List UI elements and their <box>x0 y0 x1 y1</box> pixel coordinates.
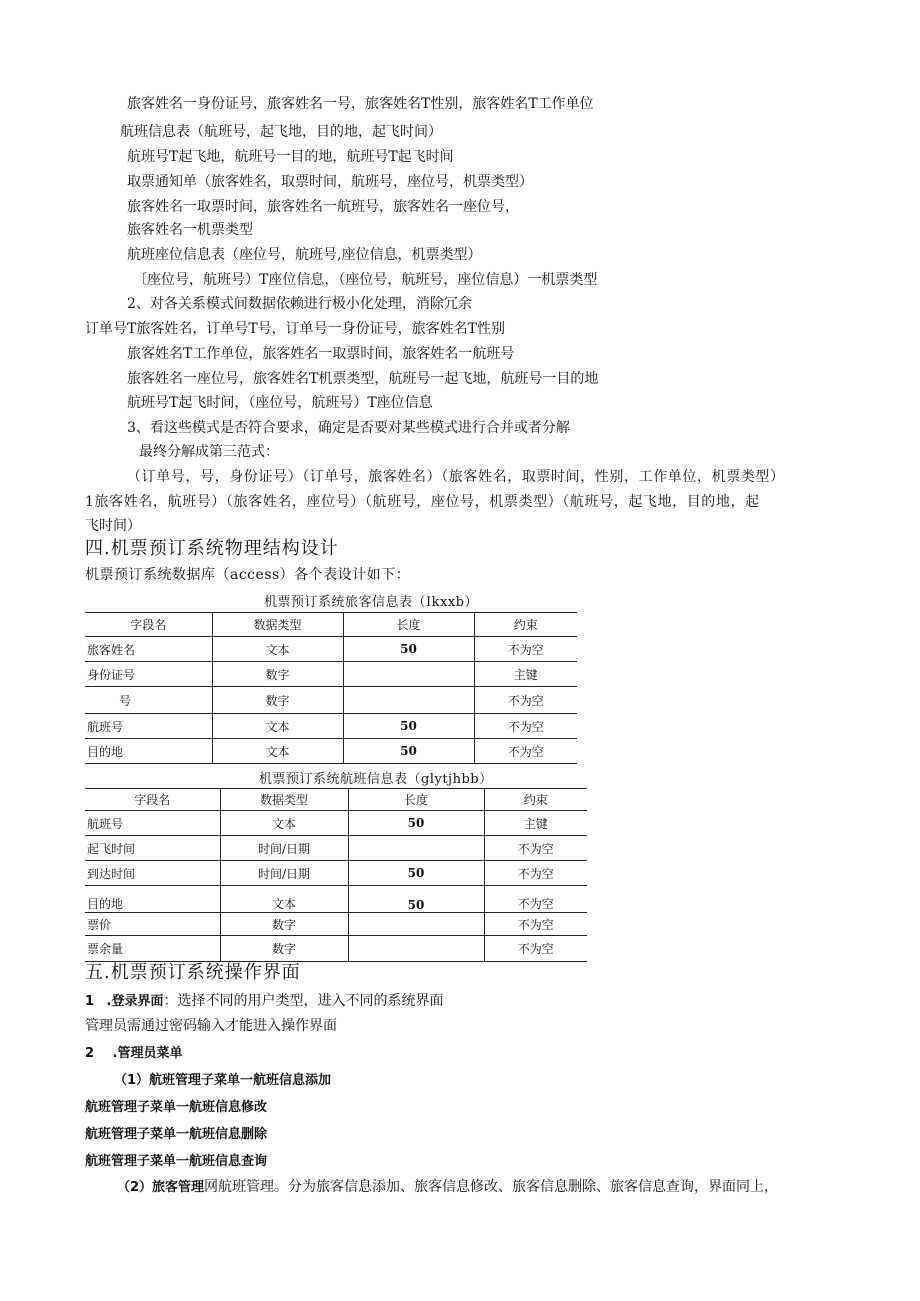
table-cell: 不为空 <box>474 687 577 714</box>
table-header: 数据类型 <box>220 789 348 811</box>
table-cell: 到达时间 <box>85 861 220 886</box>
table-cell: 50 <box>343 714 474 739</box>
submenu-label: （2）旅客管理 <box>117 1180 205 1195</box>
table-cell: 目的地 <box>85 886 220 913</box>
text-line: 旅客姓名一身份证号，旅客姓名一号，旅客姓名T性别，旅客姓名T工作单位 <box>127 96 594 112</box>
table-row <box>85 662 577 687</box>
table-row <box>85 714 577 739</box>
table-cell: 主键 <box>484 811 587 836</box>
table-cell: 航班号 <box>85 714 212 739</box>
table-cell: 不为空 <box>474 714 577 739</box>
table-header: 字段名 <box>85 613 212 637</box>
table-cell <box>348 836 484 861</box>
item-number: 1 <box>85 994 95 1009</box>
text-line: 旅客姓名一取票时间，旅客姓名一航班号，旅客姓名一座位号， <box>127 199 519 215</box>
table-cell: 旅客姓名 <box>85 637 212 662</box>
table-cell: 身份证号 <box>85 662 212 687</box>
table-row <box>85 886 587 913</box>
table-header: 长度 <box>348 789 484 811</box>
table-cell: 50 <box>348 861 484 886</box>
item-text: ：选择不同的用户类型，进入不同的系统界面 <box>163 993 444 1009</box>
table-cell: 票余量 <box>85 936 220 962</box>
flight-info-table <box>85 788 587 962</box>
item-label: .管理员菜单 <box>112 1046 183 1061</box>
table-cell: 50 <box>348 886 484 913</box>
table-cell: 不为空 <box>484 886 587 913</box>
submenu-item: 航班管理子菜单一航班信息修改 <box>85 1100 268 1115</box>
table-cell: 起飞时间 <box>85 836 220 861</box>
table-cell: 目的地 <box>85 739 212 764</box>
table-caption: 机票预订系统航班信息表（glytjhbb） <box>259 772 493 787</box>
table-cell: 不为空 <box>484 861 587 886</box>
table-cell: 文本 <box>212 637 343 662</box>
table-cell: 时间/日期 <box>220 861 348 886</box>
table-cell: 50 <box>343 637 474 662</box>
table-cell: 号 <box>85 687 212 714</box>
table-cell: 50 <box>348 811 484 836</box>
item-note: 管理员需通过密码输入才能进入操作界面 <box>85 1018 337 1034</box>
table-cell: 不为空 <box>484 936 587 962</box>
table-row <box>85 936 587 962</box>
text-line: 〔座位号，航班号）T座位信息，（座位号，航班号，座位信息）一机票类型 <box>133 272 598 288</box>
table-row <box>85 687 577 714</box>
table-cell: 数字 <box>220 936 348 962</box>
table-row <box>85 836 587 861</box>
table-cell: 文本 <box>212 714 343 739</box>
table-row <box>85 861 587 886</box>
text-line: 航班信息表（航班号，起飞地，目的地，起飞时间） <box>120 124 442 140</box>
text-line: 3、看这些模式是否符合要求，确定是否要对某些模式进行合并或者分解 <box>127 420 570 436</box>
table-cell: 文本 <box>212 739 343 764</box>
table-cell: 票价 <box>85 913 220 936</box>
table-cell: 不为空 <box>484 913 587 936</box>
table-cell: 航班号 <box>85 811 220 836</box>
table-cell <box>343 687 474 714</box>
item-label: .登录界面 <box>106 994 164 1009</box>
text-line: 飞时间） <box>85 518 141 534</box>
table-row <box>85 637 577 662</box>
text-line: 最终分解成第三范式： <box>139 444 279 460</box>
table-header: 字段名 <box>85 789 220 811</box>
table-cell: 数字 <box>220 913 348 936</box>
submenu-item: 航班管理子菜单一航班信息查询 <box>85 1154 268 1169</box>
item-login <box>85 991 443 1012</box>
table-cell: 数字 <box>212 687 343 714</box>
table-cell: 时间/日期 <box>220 836 348 861</box>
table-header: 约束 <box>484 789 587 811</box>
text-line: 1旅客姓名，航班号）（旅客姓名，座位号）（航班号，座位号，机票类型）（航班号，起飞地，目的地，起 <box>85 494 760 510</box>
submenu-item: （1）航班管理子菜单一航班信息添加 <box>114 1073 332 1088</box>
table-row <box>85 739 577 764</box>
passenger-info-table <box>85 612 577 764</box>
section-heading: 四.机票预订系统物理结构设计 <box>85 538 339 559</box>
table-cell: 50 <box>343 739 474 764</box>
table-cell: 主键 <box>474 662 577 687</box>
table-row <box>85 811 587 836</box>
table-cell <box>348 936 484 962</box>
item-number: 2 <box>85 1046 95 1061</box>
text-line: 2、对各关系模式间数据依赖进行极小化处理，消除冗余 <box>127 296 472 312</box>
submenu-item: 航班管理子菜单一航班信息删除 <box>85 1127 268 1142</box>
text-line: 订单号T旅客姓名，订单号T号，订单号一身份证号，旅客姓名T性别 <box>85 321 506 337</box>
text-line: 取票通知单（旅客姓名，取票时间，航班号，座位号，机票类型） <box>127 174 533 190</box>
table-header: 长度 <box>343 613 474 637</box>
table-cell: 文本 <box>220 811 348 836</box>
submenu-passenger <box>117 1177 778 1198</box>
text-line: 航班座位信息表（座位号，航班号,座位信息，机票类型） <box>127 247 482 263</box>
section-heading: 五.机票预订系统操作界面 <box>85 962 301 983</box>
text-line: 航班号T起飞时间，（座位号，航班号）T座位信息 <box>127 395 433 411</box>
text-line: 航班号T起飞地，航班号一目的地，航班号T起飞时间 <box>127 149 454 165</box>
table-cell: 数字 <box>212 662 343 687</box>
submenu-text: 网航班管理。分为旅客信息添加、旅客信息修改、旅客信息删除、旅客信息查询，界面同上， <box>204 1179 779 1195</box>
section-intro: 机票预订系统数据库（access）各个表设计如下： <box>85 567 411 583</box>
table-header: 约束 <box>474 613 577 637</box>
table-cell: 不为空 <box>474 739 577 764</box>
text-line: 旅客姓名T工作单位，旅客姓名一取票时间，旅客姓名一航班号 <box>127 346 515 362</box>
text-line: 旅客姓名一座位号，旅客姓名T机票类型，航班号一起飞地，航班号一目的地 <box>127 371 599 387</box>
table-header: 数据类型 <box>212 613 343 637</box>
table-caption: 机票预订系统旅客信息表（Ikxxb） <box>264 595 478 610</box>
table-cell <box>348 913 484 936</box>
text-line: 旅客姓名一机票类型 <box>127 222 253 238</box>
item-admin-menu <box>85 1043 182 1064</box>
table-cell: 不为空 <box>484 836 587 861</box>
text-line: （订单号，号，身份证号）（订单号，旅客姓名）（旅客姓名，取票时间，性别，工作单位，机票类型） <box>127 469 785 485</box>
table-row <box>85 913 587 936</box>
table-cell: 不为空 <box>474 637 577 662</box>
table-cell: 文本 <box>220 886 348 913</box>
table-cell <box>343 662 474 687</box>
